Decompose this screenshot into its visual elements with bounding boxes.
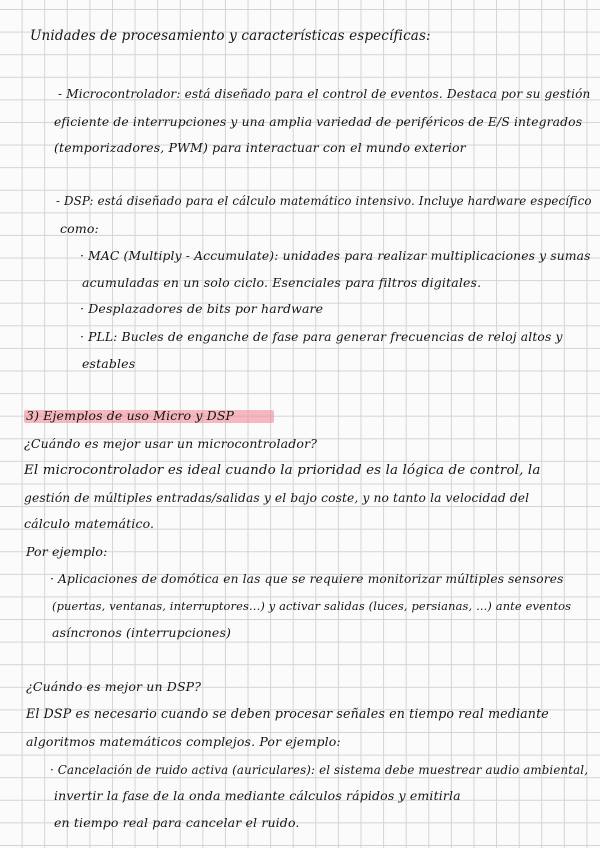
section3-title: 3) Ejemplos de uso Micro y DSP xyxy=(26,408,235,423)
micro-text-line-3: (temporizadores, PWM) para interactuar con el mundo exterior xyxy=(54,140,466,155)
dsp-text-line-1: - DSP: está diseñado para el cálculo matemático intensivo. Incluye hardware específico xyxy=(56,194,592,208)
micro-text-line-2: eficiente de interrupciones y una amplia variedad de periféricos de E/S integrados xyxy=(54,115,583,129)
micro-text-line-1: - Microcontrolador: está diseñado para el control de eventos. Destaca por su gestión xyxy=(58,87,591,101)
answer-dsp-line-1: El DSP es necesario cuando se deben procesar señales en tiempo real mediante xyxy=(26,706,549,721)
answer-micro-line-3: cálculo matemático. xyxy=(24,516,155,531)
pll-bullet-line-2: estables xyxy=(82,356,136,371)
example-micro-line-3: asíncronos (interrupciones) xyxy=(52,625,232,640)
answer-dsp-line-2: algoritmos matemáticos complejos. Por ejemplo: xyxy=(26,734,341,749)
dsp-text-line-2: como: xyxy=(60,221,99,236)
example-dsp-line-3: en tiempo real para cancelar el ruido. xyxy=(54,815,300,830)
question-micro: ¿Cuándo es mejor usar un microcontrolador? xyxy=(24,436,318,451)
example-micro-line-1: · Aplicaciones de domótica en las que se requiere monitorizar múltiples sensores xyxy=(50,572,564,586)
example-label-1: Por ejemplo: xyxy=(26,544,108,559)
example-dsp-line-2: invertir la fase de la onda mediante cálculos rápidos y emitirla xyxy=(54,788,461,803)
mac-bullet-line-2: acumuladas en un solo ciclo. Esenciales para filtros digitales. xyxy=(82,275,482,290)
example-dsp-line-1: · Cancelación de ruido activa (auriculares): el sistema debe muestrear audio ambiental, xyxy=(50,763,589,777)
answer-micro-line-1: El microcontrolador es ideal cuando la prioridad es la lógica de control, la xyxy=(24,463,541,478)
section1-title: Unidades de procesamiento y características específicas: xyxy=(30,28,431,44)
mac-bullet-line-1: · MAC (Multiply - Accumulate): unidades para realizar multiplicaciones y sumas xyxy=(80,249,591,263)
answer-micro-line-2: gestión de múltiples entradas/salidas y el bajo coste, y no tanto la velocidad del xyxy=(24,491,530,505)
shift-bullet: · Desplazadores de bits por hardware xyxy=(80,301,324,316)
example-micro-line-2: (puertas, ventanas, interruptores...) y activar salidas (luces, persianas, ...) ante eventos xyxy=(52,599,572,613)
question-dsp: ¿Cuándo es mejor un DSP? xyxy=(26,679,202,694)
pll-bullet-line-1: · PLL: Bucles de enganche de fase para generar frecuencias de reloj altos y xyxy=(80,330,563,344)
